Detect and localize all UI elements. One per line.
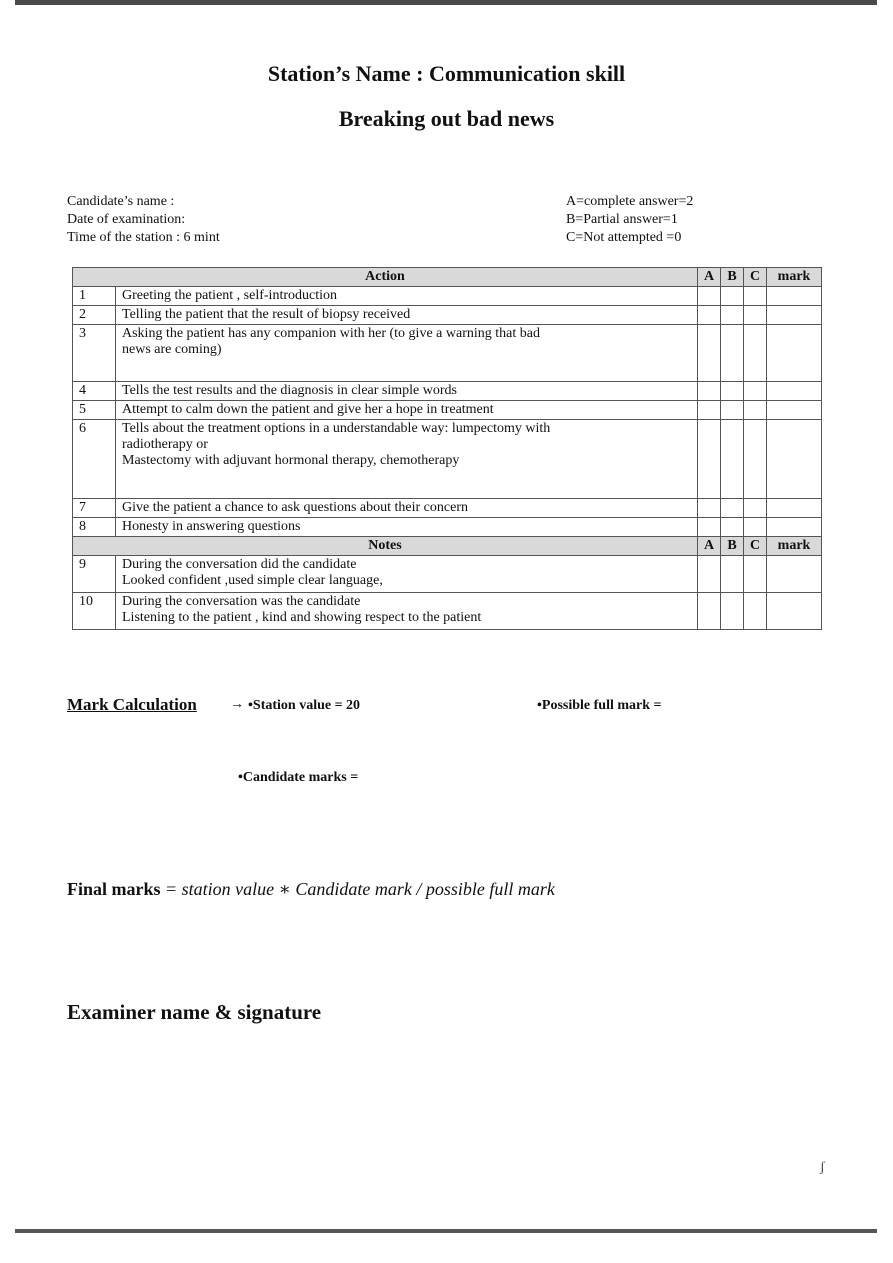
score-a-cell[interactable] <box>698 382 721 401</box>
page-mark: ʃ <box>820 1160 825 1175</box>
possible-full-mark: •Possible full mark = <box>537 698 662 713</box>
score-c-cell[interactable] <box>744 287 767 306</box>
row-number: 6 <box>73 420 116 499</box>
row-number: 1 <box>73 287 116 306</box>
row-number: 2 <box>73 306 116 325</box>
score-c-cell[interactable] <box>744 499 767 518</box>
checklist-table <box>72 267 822 630</box>
score-b-cell[interactable] <box>721 325 744 382</box>
score-b-cell[interactable] <box>721 420 744 499</box>
final-marks-label: Final marks <box>67 879 161 899</box>
candidate-info <box>67 193 220 247</box>
action-line: Give the patient a chance to ask questions about their concern <box>122 500 468 515</box>
score-c-cell[interactable] <box>744 420 767 499</box>
row-action <box>116 306 698 325</box>
examiner-signature-label: Examiner name & signature <box>67 1000 322 1024</box>
score-b-cell[interactable] <box>721 306 744 325</box>
action-line: Attempt to calm down the patient and give her a hope in treatment <box>122 402 494 417</box>
header-a: A <box>698 268 721 287</box>
mark-cell[interactable] <box>767 420 822 499</box>
action-line: radiotherapy or <box>122 437 208 452</box>
formula-text: = station value ∗ Candidate mark / possible full mark <box>160 879 555 899</box>
table-row <box>73 325 822 382</box>
header-b: B <box>721 537 744 556</box>
action-line: Honesty in answering questions <box>122 519 301 534</box>
action-line: Telling the patient that the result of biopsy received <box>122 307 411 322</box>
mark-cell[interactable] <box>767 556 822 593</box>
score-c-cell[interactable] <box>744 306 767 325</box>
table-row <box>73 556 822 593</box>
table-row <box>73 593 822 630</box>
row-action <box>116 287 698 306</box>
score-b-cell[interactable] <box>721 556 744 593</box>
mark-calculation-label: Mark Calculation <box>67 695 197 714</box>
row-action <box>116 420 698 499</box>
row-action <box>116 401 698 420</box>
station-time-label: Time of the station : 6 mint <box>67 230 220 245</box>
legend-b: B=Partial answer=1 <box>566 212 678 227</box>
score-b-cell[interactable] <box>721 499 744 518</box>
row-action <box>116 382 698 401</box>
note-line: During the conversation was the candidate <box>122 594 361 609</box>
score-a-cell[interactable] <box>698 325 721 382</box>
action-line: news are coming) <box>122 342 222 357</box>
mark-cell[interactable] <box>767 306 822 325</box>
row-note <box>116 593 698 630</box>
action-line: Tells the test results and the diagnosis in clear simple words <box>122 383 457 398</box>
row-number: 7 <box>73 499 116 518</box>
score-b-cell[interactable] <box>721 382 744 401</box>
mark-cell[interactable] <box>767 518 822 537</box>
score-c-cell[interactable] <box>744 382 767 401</box>
score-c-cell[interactable] <box>744 401 767 420</box>
arrow-right-icon: → <box>230 697 244 712</box>
header-action: Action <box>73 268 698 287</box>
row-number: 9 <box>73 556 116 593</box>
action-line: Tells about the treatment options in a understandable way: lumpectomy with <box>122 421 551 436</box>
table-header-row <box>73 268 822 287</box>
score-c-cell[interactable] <box>744 556 767 593</box>
candidate-marks: •Candidate marks = <box>238 770 359 785</box>
candidate-name-label: Candidate’s name : <box>67 194 175 209</box>
score-a-cell[interactable] <box>698 518 721 537</box>
row-number: 4 <box>73 382 116 401</box>
score-c-cell[interactable] <box>744 593 767 630</box>
score-a-cell[interactable] <box>698 306 721 325</box>
score-b-cell[interactable] <box>721 593 744 630</box>
mark-cell[interactable] <box>767 325 822 382</box>
score-a-cell[interactable] <box>698 401 721 420</box>
score-b-cell[interactable] <box>721 518 744 537</box>
note-line: Looked confident ,used simple clear language, <box>122 573 383 588</box>
notes-header-row <box>73 537 822 556</box>
mark-cell[interactable] <box>767 401 822 420</box>
station-subtitle: Breaking out bad news <box>338 106 555 131</box>
header-mark: mark <box>767 537 822 556</box>
grading-legend <box>566 193 693 247</box>
action-line: Greeting the patient , self-introduction <box>122 288 337 303</box>
row-number: 3 <box>73 325 116 382</box>
score-a-cell[interactable] <box>698 499 721 518</box>
legend-c: C=Not attempted =0 <box>566 230 682 245</box>
mark-cell[interactable] <box>767 287 822 306</box>
top-border <box>15 0 877 5</box>
bottom-border <box>15 1229 877 1233</box>
mark-cell[interactable] <box>767 499 822 518</box>
table-row <box>73 306 822 325</box>
score-a-cell[interactable] <box>698 287 721 306</box>
header-b: B <box>721 268 744 287</box>
score-b-cell[interactable] <box>721 401 744 420</box>
row-number: 5 <box>73 401 116 420</box>
mark-cell[interactable] <box>767 382 822 401</box>
header-c: C <box>744 268 767 287</box>
mark-cell[interactable] <box>767 593 822 630</box>
score-a-cell[interactable] <box>698 593 721 630</box>
note-line: During the conversation did the candidate <box>122 557 357 572</box>
header-a: A <box>698 537 721 556</box>
header-mark: mark <box>767 268 822 287</box>
score-b-cell[interactable] <box>721 287 744 306</box>
header-notes: Notes <box>73 537 698 556</box>
exam-date-label: Date of examination: <box>67 212 186 227</box>
final-marks-formula <box>67 879 555 900</box>
action-line: Mastectomy with adjuvant hormonal therapy, chemotherapy <box>122 453 460 468</box>
station-title: Station’s Name : Communication skill <box>267 61 626 86</box>
table-row <box>73 287 822 306</box>
station-value: •Station value = 20 <box>248 698 361 713</box>
row-number: 10 <box>73 593 116 630</box>
score-a-cell[interactable] <box>698 420 721 499</box>
row-note <box>116 556 698 593</box>
score-c-cell[interactable] <box>744 325 767 382</box>
row-action <box>116 325 698 382</box>
note-line: Listening to the patient , kind and showing respect to the patient <box>122 610 482 625</box>
score-a-cell[interactable] <box>698 556 721 593</box>
table-row <box>73 382 822 401</box>
legend-a: A=complete answer=2 <box>566 194 694 209</box>
table-row <box>73 518 822 537</box>
row-action <box>116 518 698 537</box>
header-c: C <box>744 537 767 556</box>
table-row <box>73 499 822 518</box>
table-row <box>73 420 822 499</box>
row-action <box>116 499 698 518</box>
table-row <box>73 401 822 420</box>
action-line: Asking the patient has any companion with her (to give a warning that bad <box>122 326 540 341</box>
score-c-cell[interactable] <box>744 518 767 537</box>
row-number: 8 <box>73 518 116 537</box>
